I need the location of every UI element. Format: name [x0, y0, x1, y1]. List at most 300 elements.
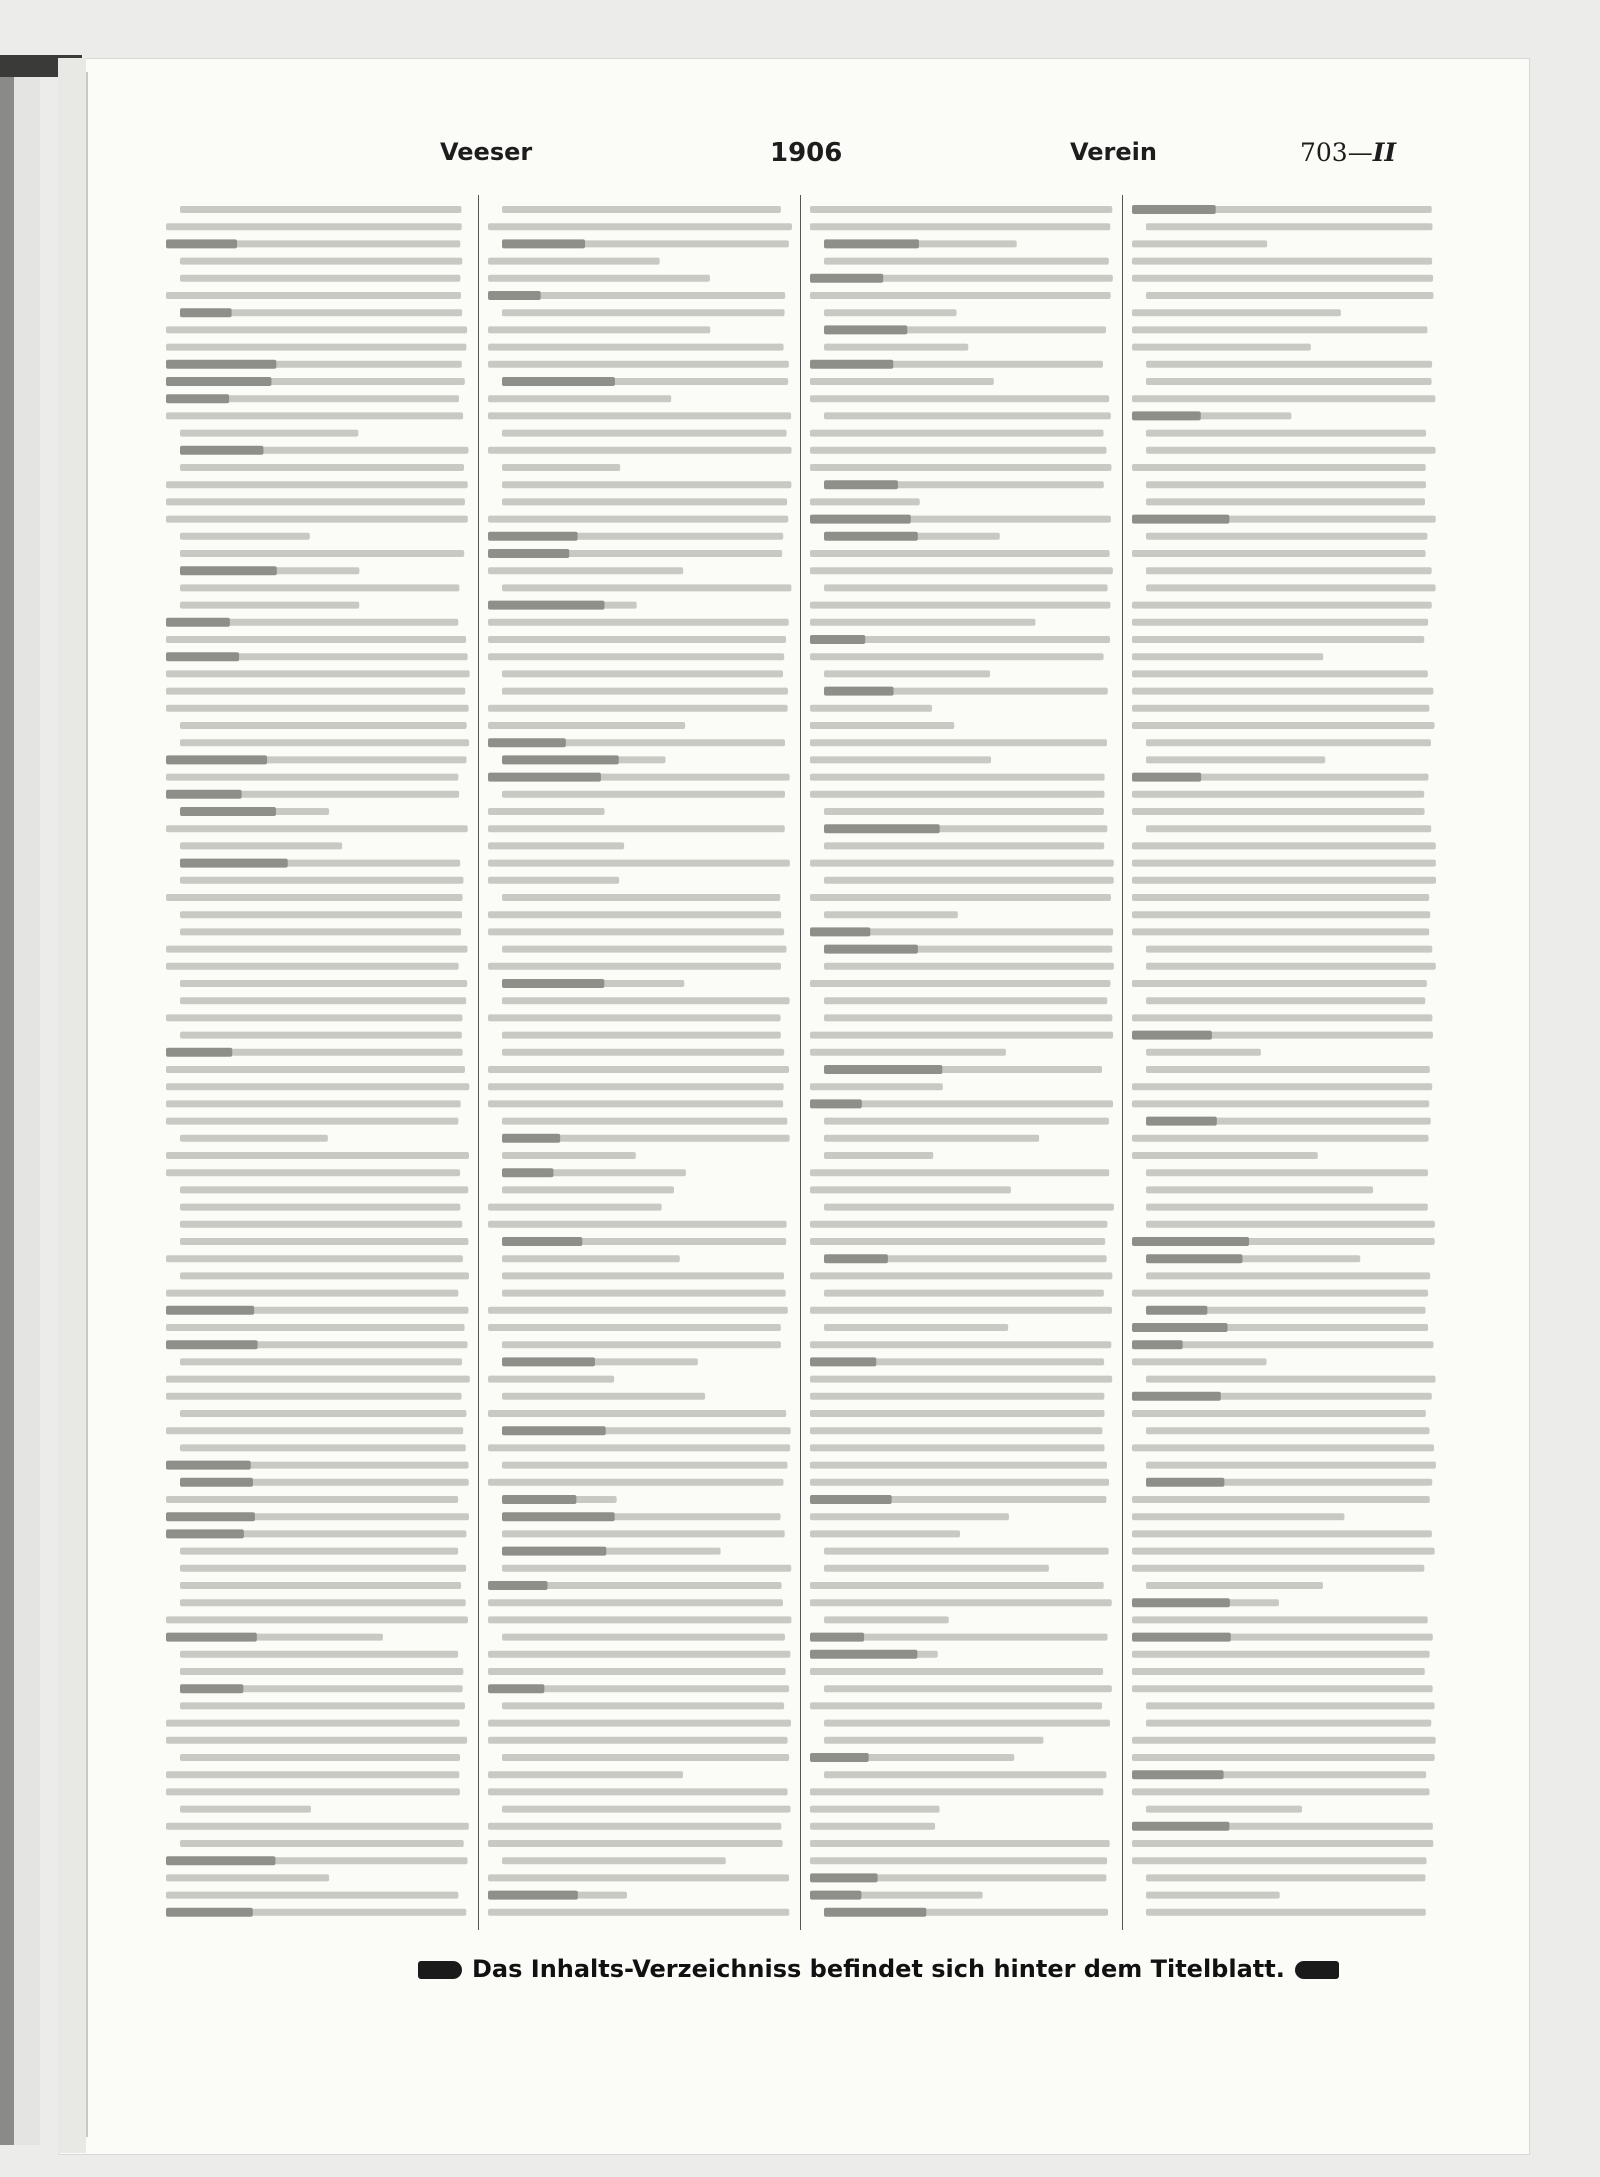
text-line-placeholder — [166, 1720, 460, 1727]
text-line-placeholder — [810, 498, 920, 505]
text-line-placeholder — [502, 1049, 784, 1056]
entry-heading-placeholder — [166, 1461, 251, 1470]
text-line-placeholder — [488, 963, 781, 970]
text-line-placeholder — [824, 1720, 1110, 1727]
text-line-placeholder — [166, 1427, 463, 1434]
page-number — [1300, 138, 1396, 182]
text-line-placeholder — [810, 1410, 1104, 1417]
text-line-placeholder — [166, 946, 467, 953]
text-line-placeholder — [166, 1118, 458, 1125]
text-line-placeholder — [1132, 808, 1425, 815]
text-line-placeholder — [1132, 1358, 1267, 1365]
text-line-placeholder — [1132, 1083, 1432, 1090]
text-line-placeholder — [502, 1702, 784, 1709]
text-line-placeholder — [810, 1702, 1102, 1709]
text-line-placeholder — [824, 877, 1114, 884]
text-line-placeholder — [1146, 825, 1431, 832]
text-line-placeholder — [166, 412, 463, 419]
text-line-placeholder — [502, 1754, 789, 1761]
text-line-placeholder — [810, 1530, 960, 1537]
text-line-placeholder — [166, 1737, 467, 1744]
text-line-placeholder — [502, 1032, 781, 1039]
text-line-placeholder — [1132, 1651, 1430, 1658]
text-line-placeholder — [810, 1169, 1109, 1176]
text-line-placeholder — [488, 1599, 783, 1606]
text-line-placeholder — [810, 1840, 1110, 1847]
text-line-placeholder — [488, 395, 671, 402]
entry-heading-placeholder — [488, 738, 566, 747]
entry-heading-placeholder — [166, 1306, 254, 1315]
text-line-placeholder — [166, 344, 466, 351]
text-line-placeholder — [166, 1100, 461, 1107]
text-line-placeholder — [166, 1083, 469, 1090]
entry-heading-placeholder — [488, 1581, 548, 1590]
entry-heading-placeholder — [180, 566, 277, 575]
text-line-placeholder — [824, 670, 990, 677]
text-line-placeholder — [1132, 1496, 1430, 1503]
entry-heading-placeholder — [824, 824, 940, 833]
entry-heading-placeholder — [180, 807, 276, 816]
text-line-placeholder — [166, 705, 469, 712]
text-line-placeholder — [810, 1032, 1113, 1039]
text-line-placeholder — [1132, 860, 1436, 867]
text-line-placeholder — [488, 1737, 788, 1744]
text-line-placeholder — [502, 1530, 785, 1537]
text-line-placeholder — [1132, 894, 1429, 901]
text-line-placeholder — [810, 1427, 1102, 1434]
text-line-placeholder — [810, 722, 954, 729]
text-line-placeholder — [180, 1651, 458, 1658]
text-line-placeholder — [1132, 240, 1267, 247]
text-line-placeholder — [824, 344, 968, 351]
entry-heading-placeholder — [810, 1650, 917, 1659]
entry-heading-placeholder — [810, 515, 911, 524]
text-line-placeholder — [488, 1221, 787, 1228]
text-line-placeholder — [180, 997, 466, 1004]
text-line-placeholder — [810, 395, 1109, 402]
text-line-placeholder — [1132, 619, 1428, 626]
text-line-placeholder — [488, 636, 786, 643]
text-line-placeholder — [824, 1204, 1114, 1211]
text-line-placeholder — [810, 1393, 1104, 1400]
entry-heading-placeholder — [824, 945, 918, 954]
text-placeholder — [810, 198, 1114, 1928]
text-line-placeholder — [810, 1788, 1103, 1795]
text-line-placeholder — [488, 877, 619, 884]
text-line-placeholder — [502, 1290, 786, 1297]
text-line-placeholder — [488, 326, 710, 333]
text-line-placeholder — [810, 980, 1110, 987]
text-line-placeholder — [166, 1874, 329, 1881]
text-line-placeholder — [180, 1599, 466, 1606]
text-line-placeholder — [488, 1651, 790, 1658]
entry-heading-placeholder — [810, 274, 883, 283]
entry-heading-placeholder — [166, 1048, 232, 1057]
text-line-placeholder — [1146, 1049, 1261, 1056]
text-line-placeholder — [488, 1668, 786, 1675]
text-line-placeholder — [502, 1634, 785, 1641]
text-line-placeholder — [1132, 722, 1435, 729]
text-line-placeholder — [1146, 481, 1426, 488]
text-line-placeholder — [1132, 1788, 1430, 1795]
entry-heading-placeholder — [824, 1908, 926, 1917]
entry-heading-placeholder — [810, 1873, 878, 1882]
text-line-placeholder — [166, 774, 458, 781]
text-line-placeholder — [824, 1548, 1109, 1555]
text-line-placeholder — [180, 584, 459, 591]
text-line-placeholder — [810, 550, 1110, 557]
text-line-placeholder — [180, 1204, 460, 1211]
text-line-placeholder — [810, 292, 1111, 299]
text-line-placeholder — [488, 653, 784, 660]
entry-heading-placeholder — [502, 1547, 606, 1556]
text-line-placeholder — [488, 1909, 789, 1916]
entry-heading-placeholder — [166, 755, 267, 764]
text-line-placeholder — [1132, 1152, 1318, 1159]
text-line-placeholder — [824, 1565, 1049, 1572]
text-line-placeholder — [488, 258, 660, 265]
text-line-placeholder — [488, 1479, 783, 1486]
text-line-placeholder — [824, 1737, 1043, 1744]
text-line-placeholder — [166, 825, 468, 832]
directory-column-4 — [1132, 198, 1436, 1928]
entry-heading-placeholder — [166, 377, 271, 386]
text-line-placeholder — [1132, 1014, 1432, 1021]
text-line-placeholder — [824, 1135, 1039, 1142]
text-line-placeholder — [180, 1444, 466, 1451]
text-line-placeholder — [502, 309, 785, 316]
text-line-placeholder — [810, 1582, 1104, 1589]
text-line-placeholder — [810, 619, 1035, 626]
entry-heading-placeholder — [180, 446, 263, 455]
text-line-placeholder — [1146, 1221, 1435, 1228]
entry-heading-placeholder — [1132, 1633, 1231, 1642]
text-line-placeholder — [488, 808, 605, 815]
text-line-placeholder — [810, 894, 1111, 901]
text-line-placeholder — [810, 430, 1104, 437]
text-line-placeholder — [824, 258, 1109, 265]
text-line-placeholder — [166, 1892, 458, 1899]
text-line-placeholder — [1132, 1548, 1435, 1555]
text-line-placeholder — [488, 1307, 788, 1314]
text-line-placeholder — [1132, 1754, 1435, 1761]
text-line-placeholder — [810, 860, 1114, 867]
text-line-placeholder — [1146, 533, 1427, 540]
pointing-hand-icon — [418, 1961, 462, 1979]
directory-column-2 — [488, 198, 792, 1928]
text-line-placeholder — [810, 567, 1113, 574]
text-line-placeholder — [810, 1083, 943, 1090]
text-line-placeholder — [502, 997, 790, 1004]
text-line-placeholder — [1146, 1806, 1302, 1813]
text-line-placeholder — [1132, 653, 1323, 660]
text-line-placeholder — [488, 1204, 662, 1211]
entry-heading-placeholder — [166, 790, 242, 799]
text-line-placeholder — [810, 1479, 1109, 1486]
text-line-placeholder — [488, 722, 685, 729]
text-line-placeholder — [502, 1118, 787, 1125]
running-head-year: 1906 — [770, 138, 843, 168]
text-line-placeholder — [810, 223, 1110, 230]
text-line-placeholder — [1132, 344, 1311, 351]
text-line-placeholder — [180, 1135, 328, 1142]
entry-heading-placeholder — [166, 1908, 253, 1917]
text-line-placeholder — [1146, 1376, 1436, 1383]
entry-heading-placeholder — [1132, 1340, 1183, 1349]
text-line-placeholder — [180, 1840, 464, 1847]
text-line-placeholder — [1146, 739, 1431, 746]
text-line-placeholder — [180, 1702, 465, 1709]
column-rule-3 — [1122, 195, 1123, 1930]
text-line-placeholder — [810, 378, 994, 385]
entry-heading-placeholder — [166, 394, 229, 403]
text-placeholder — [1132, 198, 1436, 1928]
footer-text: Das Inhalts-Verzeichniss befindet sich hinter dem Titelblatt. — [472, 1955, 1285, 1983]
footer-notice — [408, 1955, 1349, 1995]
text-line-placeholder — [1132, 1290, 1428, 1297]
text-placeholder — [488, 198, 792, 1928]
text-line-placeholder — [824, 1771, 1106, 1778]
text-line-placeholder — [1146, 946, 1432, 953]
text-line-placeholder — [502, 894, 780, 901]
text-line-placeholder — [502, 584, 791, 591]
text-line-placeholder — [824, 911, 958, 918]
text-line-placeholder — [810, 1823, 935, 1830]
entry-heading-placeholder — [502, 1357, 595, 1366]
running-head-right: Verein — [1070, 138, 1157, 166]
text-line-placeholder — [810, 1307, 1112, 1314]
text-line-placeholder — [180, 1186, 468, 1193]
text-line-placeholder — [488, 275, 710, 282]
text-line-placeholder — [1132, 1100, 1429, 1107]
text-line-placeholder — [488, 911, 781, 918]
text-line-placeholder — [1132, 1410, 1426, 1417]
text-line-placeholder — [180, 550, 464, 557]
text-line-placeholder — [1146, 1582, 1323, 1589]
text-line-placeholder — [1132, 1135, 1429, 1142]
entry-heading-placeholder — [502, 1237, 582, 1246]
text-line-placeholder — [180, 877, 463, 884]
directory-column-1 — [166, 198, 470, 1928]
text-line-placeholder — [824, 842, 1104, 849]
entry-heading-placeholder — [1132, 515, 1229, 524]
text-line-placeholder — [488, 1066, 789, 1073]
text-line-placeholder — [180, 275, 460, 282]
text-line-placeholder — [166, 1496, 458, 1503]
text-line-placeholder — [488, 705, 788, 712]
entry-heading-placeholder — [502, 1495, 576, 1504]
entry-heading-placeholder — [824, 687, 894, 696]
text-line-placeholder — [810, 1599, 1112, 1606]
entry-heading-placeholder — [166, 1633, 257, 1642]
text-line-placeholder — [502, 791, 785, 798]
text-line-placeholder — [810, 602, 1110, 609]
text-line-placeholder — [166, 894, 463, 901]
text-line-placeholder — [166, 688, 465, 695]
entry-heading-placeholder — [810, 1633, 864, 1642]
text-line-placeholder — [502, 688, 788, 695]
text-line-placeholder — [1132, 636, 1424, 643]
entry-heading-placeholder — [166, 1529, 244, 1538]
entry-heading-placeholder — [1132, 1598, 1230, 1607]
text-line-placeholder — [1132, 911, 1430, 918]
text-line-placeholder — [1132, 1737, 1436, 1744]
text-line-placeholder — [1132, 258, 1432, 265]
text-line-placeholder — [1132, 1840, 1433, 1847]
entry-heading-placeholder — [488, 1684, 544, 1693]
text-line-placeholder — [1132, 275, 1433, 282]
text-line-placeholder — [810, 1049, 1006, 1056]
text-line-placeholder — [1132, 464, 1426, 471]
text-line-placeholder — [166, 1771, 459, 1778]
page-number-volume: II — [1372, 138, 1397, 167]
text-line-placeholder — [488, 928, 784, 935]
column-rule-1 — [478, 195, 479, 1930]
text-line-placeholder — [180, 430, 358, 437]
text-line-placeholder — [166, 1152, 469, 1159]
entry-heading-placeholder — [1132, 1323, 1228, 1332]
text-line-placeholder — [180, 1565, 466, 1572]
text-line-placeholder — [180, 1548, 458, 1555]
text-line-placeholder — [166, 1324, 465, 1331]
text-line-placeholder — [1132, 980, 1427, 987]
entry-heading-placeholder — [166, 1340, 258, 1349]
entry-heading-placeholder — [1146, 1478, 1224, 1487]
text-line-placeholder — [488, 1083, 784, 1090]
text-line-placeholder — [180, 602, 359, 609]
text-line-placeholder — [502, 1462, 787, 1469]
text-line-placeholder — [1146, 1702, 1435, 1709]
text-line-placeholder — [1146, 1874, 1425, 1881]
text-line-placeholder — [824, 1118, 1109, 1125]
text-line-placeholder — [488, 1100, 783, 1107]
text-line-placeholder — [180, 258, 462, 265]
text-line-placeholder — [1132, 1444, 1434, 1451]
text-line-placeholder — [1146, 378, 1432, 385]
text-line-placeholder — [166, 1066, 465, 1073]
text-line-placeholder — [166, 1255, 463, 1262]
text-line-placeholder — [180, 1754, 460, 1761]
entry-heading-placeholder — [824, 1065, 942, 1074]
text-line-placeholder — [180, 928, 461, 935]
text-line-placeholder — [180, 911, 462, 918]
text-line-placeholder — [166, 1788, 460, 1795]
text-line-placeholder — [166, 292, 461, 299]
text-line-placeholder — [824, 309, 957, 316]
text-line-placeholder — [180, 1806, 311, 1813]
entry-heading-placeholder — [1132, 1822, 1229, 1831]
entry-heading-placeholder — [810, 1495, 892, 1504]
entry-heading-placeholder — [502, 239, 585, 248]
entry-heading-placeholder — [824, 480, 898, 489]
text-line-placeholder — [810, 1806, 940, 1813]
text-line-placeholder — [810, 1668, 1103, 1675]
text-line-placeholder — [1132, 1530, 1432, 1537]
entry-heading-placeholder — [1146, 1254, 1242, 1263]
entry-heading-placeholder — [166, 1512, 255, 1521]
text-line-placeholder — [1132, 1668, 1425, 1675]
entry-heading-placeholder — [824, 239, 919, 248]
text-line-placeholder — [166, 963, 459, 970]
text-line-placeholder — [1146, 997, 1425, 1004]
text-line-placeholder — [166, 498, 465, 505]
text-line-placeholder — [810, 1444, 1105, 1451]
page-spine — [58, 58, 86, 2153]
text-line-placeholder — [488, 361, 789, 368]
text-line-placeholder — [488, 860, 790, 867]
text-line-placeholder — [810, 653, 1104, 660]
text-line-placeholder — [1146, 1204, 1428, 1211]
entry-heading-placeholder — [166, 239, 237, 248]
entry-heading-placeholder — [1146, 1306, 1207, 1315]
text-line-placeholder — [502, 464, 620, 471]
entry-heading-placeholder — [502, 1426, 606, 1435]
text-line-placeholder — [502, 206, 781, 213]
entry-heading-placeholder — [810, 1891, 861, 1900]
text-line-placeholder — [180, 533, 310, 540]
text-line-placeholder — [1146, 292, 1433, 299]
text-line-placeholder — [488, 1720, 791, 1727]
text-line-placeholder — [1146, 584, 1436, 591]
entry-heading-placeholder — [166, 618, 230, 627]
entry-heading-placeholder — [502, 377, 615, 386]
text-line-placeholder — [488, 412, 791, 419]
text-line-placeholder — [180, 464, 464, 471]
text-line-placeholder — [824, 1616, 949, 1623]
text-line-placeholder — [810, 447, 1107, 454]
entry-heading-placeholder — [810, 927, 870, 936]
text-line-placeholder — [1146, 1272, 1430, 1279]
text-line-placeholder — [180, 1238, 468, 1245]
text-line-placeholder — [810, 1238, 1105, 1245]
entry-heading-placeholder — [1132, 205, 1216, 214]
text-placeholder — [166, 198, 470, 1928]
text-line-placeholder — [488, 1788, 788, 1795]
text-line-placeholder — [502, 1857, 726, 1864]
text-line-placeholder — [488, 344, 784, 351]
text-line-placeholder — [488, 1324, 781, 1331]
text-line-placeholder — [166, 1169, 460, 1176]
text-line-placeholder — [488, 842, 624, 849]
text-line-placeholder — [180, 739, 469, 746]
text-line-placeholder — [1146, 567, 1432, 574]
text-line-placeholder — [810, 1186, 1011, 1193]
text-line-placeholder — [1146, 963, 1436, 970]
text-line-placeholder — [488, 516, 788, 523]
text-line-placeholder — [810, 1513, 1009, 1520]
text-line-placeholder — [488, 1376, 614, 1383]
text-line-placeholder — [1132, 1565, 1424, 1572]
text-line-placeholder — [1132, 705, 1429, 712]
text-line-placeholder — [180, 842, 342, 849]
text-line-placeholder — [166, 1823, 469, 1830]
entry-heading-placeholder — [810, 1099, 862, 1108]
text-line-placeholder — [502, 430, 787, 437]
text-line-placeholder — [502, 1393, 705, 1400]
page-number-main: 703— — [1300, 138, 1373, 167]
text-line-placeholder — [488, 619, 789, 626]
text-line-placeholder — [1132, 877, 1436, 884]
text-line-placeholder — [488, 447, 792, 454]
text-line-placeholder — [502, 670, 783, 677]
scan-edge-strip — [0, 55, 14, 2145]
entry-heading-placeholder — [824, 325, 907, 334]
text-line-placeholder — [1132, 550, 1426, 557]
text-line-placeholder — [502, 1565, 791, 1572]
entry-heading-placeholder — [502, 755, 619, 764]
entry-heading-placeholder — [502, 979, 604, 988]
text-line-placeholder — [166, 1014, 462, 1021]
